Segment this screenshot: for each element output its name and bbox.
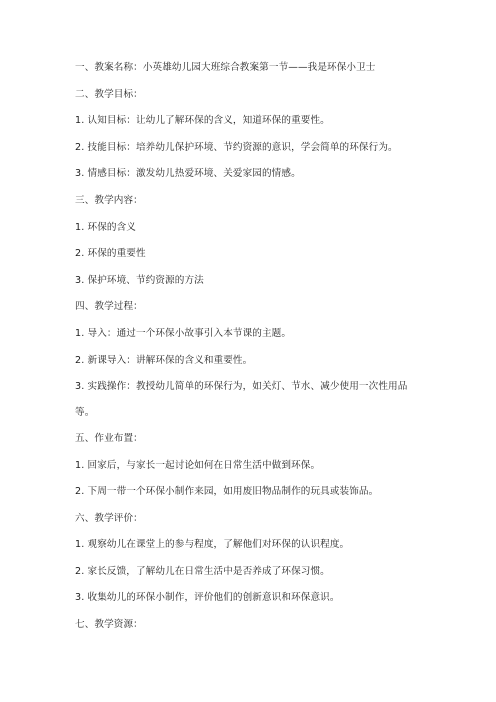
content-item-1: 1. 环保的含义 (75, 221, 136, 233)
section-heading-homework: 五、作业布置： (75, 432, 143, 444)
homework-item-2: 2. 下周一带一个环保小制作来园，如用废旧物品制作的玩具或装饰品。 (75, 486, 379, 498)
content-item-3: 3. 保护环境、节约资源的方法 (75, 274, 204, 286)
homework-item-1: 1. 回家后，与家长一起讨论如何在日常生活中做到环保。 (75, 459, 321, 471)
section-heading-content: 三、教学内容： (75, 194, 143, 206)
objective-skill: 2. 技能目标：培养幼儿保护环境、节约资源的意识，学会简单的环保行为。 (75, 141, 398, 153)
section-heading-process: 四、教学过程： (75, 301, 143, 313)
section-heading-resources: 七、教学资源： (75, 619, 143, 631)
evaluation-item-2: 2. 家长反馈，了解幼儿在日常生活中是否养成了环保习惯。 (75, 565, 330, 577)
section-heading-objectives: 二、教学目标： (75, 88, 143, 100)
objective-cognitive: 1. 认知目标：让幼儿了解环保的含义，知道环保的重要性。 (75, 115, 330, 127)
lesson-title-line: 一、教案名称：小英雄幼儿园大班综合教案第一节——我是环保小卫士 (75, 62, 376, 73)
evaluation-item-1: 1. 观察幼儿在课堂上的参与程度，了解他们对环保的认识程度。 (75, 539, 350, 551)
document-body (75, 62, 425, 646)
process-step-1: 1. 导入：通过一个环保小故事引入本节课的主题。 (75, 327, 292, 339)
objective-emotion: 3. 情感目标：激发幼儿热爱环境、关爱家园的情感。 (75, 168, 301, 180)
content-item-2: 2. 环保的重要性 (75, 248, 146, 260)
section-heading-evaluation: 六、教学评价： (75, 512, 143, 524)
process-step-2: 2. 新课导入：讲解环保的含义和重要性。 (75, 354, 253, 366)
process-step-3: 3. 实践操作：教授幼儿简单的环保行为，如关灯、节水、减少使用一次性用品等。 (75, 381, 408, 418)
evaluation-item-3: 3. 收集幼儿的环保小制作，评价他们的创新意识和环保意识。 (75, 592, 340, 604)
